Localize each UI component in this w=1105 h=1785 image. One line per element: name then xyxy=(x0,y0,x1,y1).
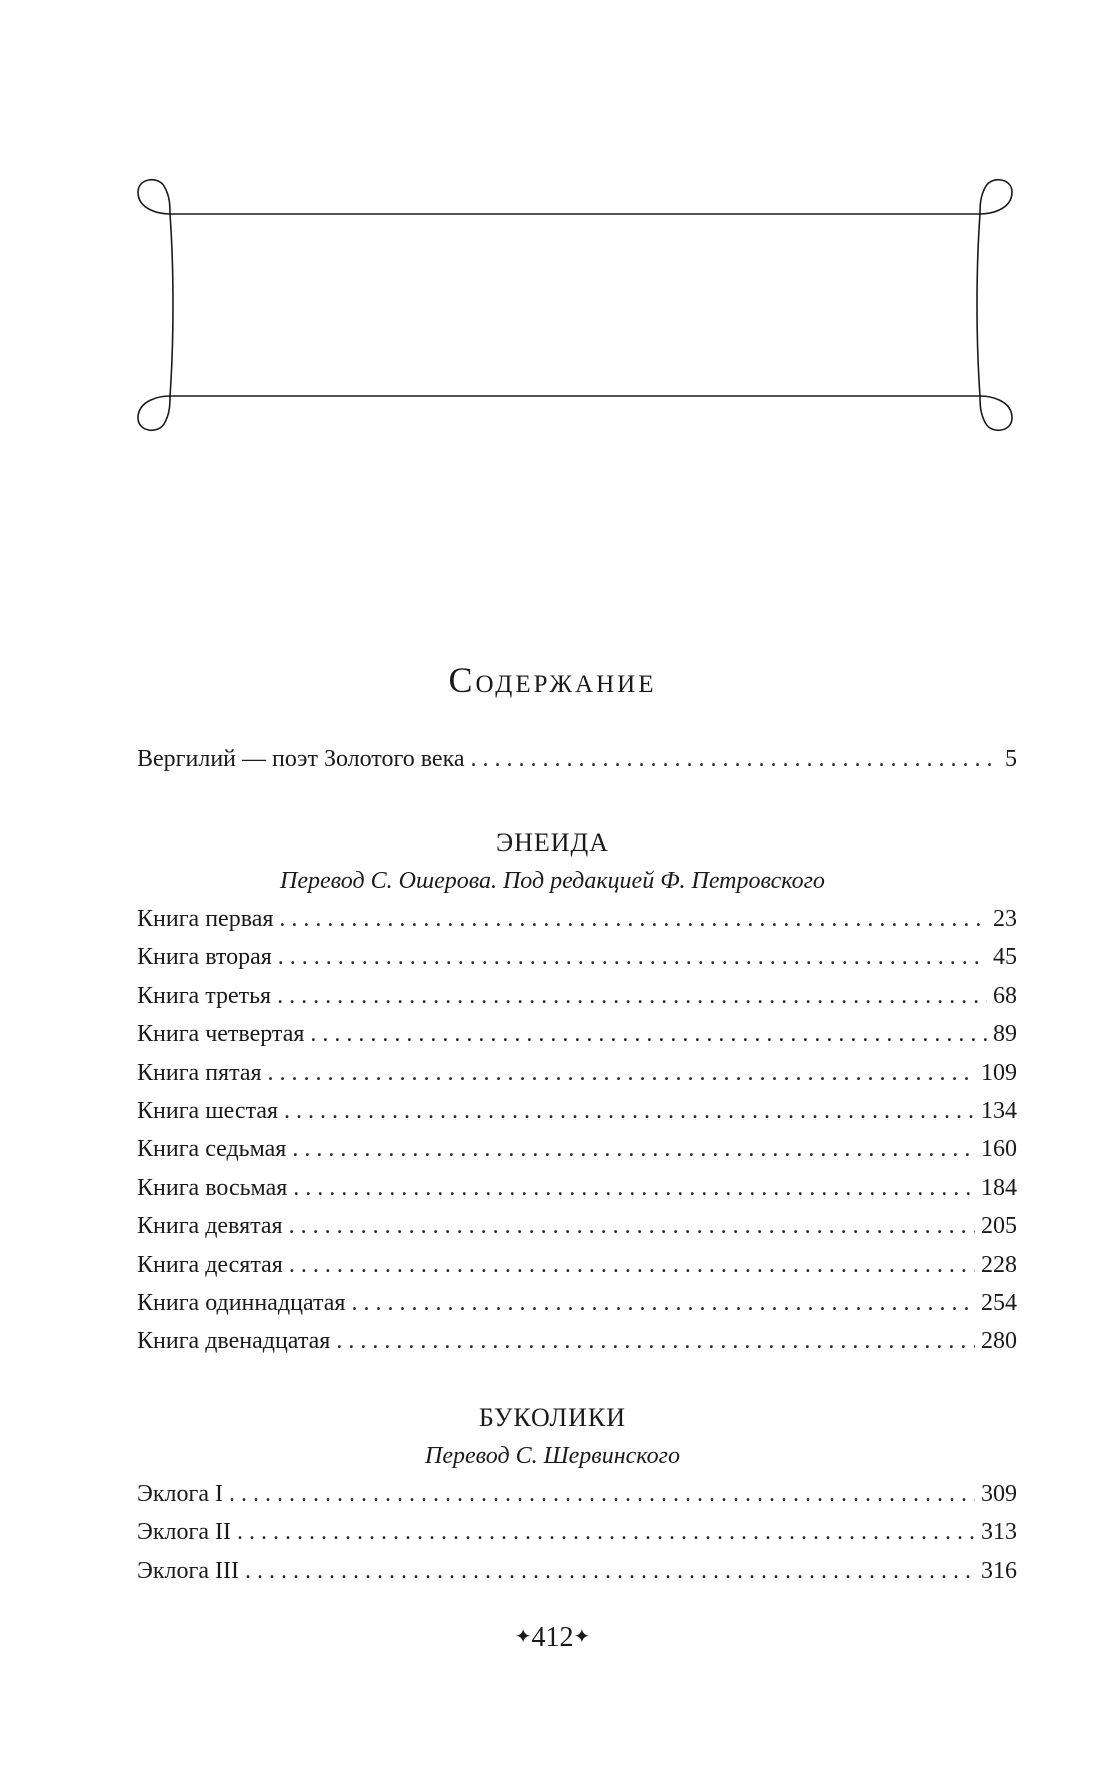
toc-entry-label: Книга третья xyxy=(137,982,272,1009)
toc-row[interactable] xyxy=(137,1284,1017,1322)
dot-leader xyxy=(279,900,987,938)
toc-entry-page: 109 xyxy=(981,1059,1017,1086)
toc-row[interactable] xyxy=(137,1322,1017,1360)
toc-entry-label: Книга одиннадцатая xyxy=(137,1289,346,1316)
toc-row[interactable] xyxy=(137,1015,1017,1053)
toc-entry-label: Эклога III xyxy=(137,1557,239,1584)
dot-leader xyxy=(245,1552,975,1590)
dot-leader xyxy=(277,977,987,1015)
dot-leader xyxy=(289,1207,975,1245)
toc-entry-page: 205 xyxy=(981,1213,1017,1240)
toc-entry-page: 313 xyxy=(981,1519,1017,1546)
toc-entry-page: 228 xyxy=(981,1251,1017,1278)
decorative-frame xyxy=(130,170,1020,440)
dot-leader xyxy=(278,938,987,976)
toc-entry-label: Книга восьмая xyxy=(137,1174,288,1201)
toc-entry-label: Эклога I xyxy=(137,1481,223,1507)
star-ornament-icon: ✦ xyxy=(573,1626,591,1648)
toc-bucolics-list xyxy=(137,1475,1017,1590)
toc-row[interactable] xyxy=(137,1092,1017,1130)
section-subtitle-aeneid: Перевод С. Ошерова. Под редакцией Ф. Петровского xyxy=(280,868,825,894)
toc-entry-page: 134 xyxy=(981,1097,1017,1124)
toc-row[interactable] xyxy=(137,900,1017,938)
toc-entry-page: 309 xyxy=(981,1481,1017,1507)
toc-row[interactable] xyxy=(137,1475,1017,1513)
toc-entry-label: Книга пятая xyxy=(137,1059,262,1086)
toc-entry-label: Вергилий — поэт Золотого века xyxy=(137,746,465,772)
toc-intro xyxy=(137,740,1017,778)
page-number-value: 412 xyxy=(531,1622,574,1653)
toc-entry-page: 160 xyxy=(981,1136,1017,1163)
dot-leader xyxy=(471,740,999,778)
section-heading-aeneid: ЭНЕИДА xyxy=(495,828,610,857)
toc-entry-label: Книга четвертая xyxy=(137,1021,305,1048)
toc-row[interactable] xyxy=(137,1513,1017,1551)
toc-row[interactable] xyxy=(137,1246,1017,1284)
star-ornament-icon: ✦ xyxy=(514,1626,532,1648)
toc-entry-label: Книга шестая xyxy=(137,1097,279,1124)
page-title: Содержание xyxy=(448,660,657,700)
toc-row[interactable] xyxy=(137,1207,1017,1245)
toc-row[interactable] xyxy=(137,1130,1017,1168)
toc-entry-page: 254 xyxy=(981,1289,1017,1316)
dot-leader xyxy=(292,1130,975,1168)
toc-entry-page: 23 xyxy=(993,906,1017,932)
toc-row[interactable] xyxy=(137,1054,1017,1092)
dot-leader xyxy=(284,1092,975,1130)
toc-entry-label: Книга вторая xyxy=(137,944,272,971)
section-subtitle-bucolics: Перевод С. Шервинского xyxy=(425,1443,680,1469)
dot-leader xyxy=(237,1513,975,1551)
toc-entry-page: 45 xyxy=(993,944,1017,971)
toc-entry-label: Книга девятая xyxy=(137,1213,283,1240)
toc-entry-page: 5 xyxy=(1005,746,1017,772)
toc-row[interactable] xyxy=(137,938,1017,976)
toc-entry-page: 184 xyxy=(981,1174,1017,1201)
page-number xyxy=(0,1622,1105,1654)
dot-leader xyxy=(229,1475,975,1513)
section-heading-bucolics: БУКОЛИКИ xyxy=(478,1403,627,1432)
toc-row[interactable] xyxy=(137,740,1017,778)
dot-leader xyxy=(336,1322,975,1360)
toc-row[interactable] xyxy=(137,977,1017,1015)
toc-entry-page: 68 xyxy=(993,982,1017,1009)
toc-entry-page: 280 xyxy=(981,1328,1017,1355)
toc-entry-label: Книга двенадцатая xyxy=(137,1328,331,1355)
dot-leader xyxy=(268,1054,975,1092)
dot-leader xyxy=(351,1284,975,1322)
toc-entry-label: Книга седьмая xyxy=(137,1136,287,1163)
toc-row[interactable] xyxy=(137,1552,1017,1590)
dot-leader xyxy=(289,1246,975,1284)
dot-leader xyxy=(310,1015,987,1053)
dot-leader xyxy=(293,1169,975,1207)
toc-entry-label: Эклога II xyxy=(137,1519,231,1546)
toc-row[interactable] xyxy=(137,1169,1017,1207)
toc-entry-label: Книга первая xyxy=(137,906,274,932)
toc-entry-label: Книга десятая xyxy=(137,1251,283,1278)
toc-entry-page: 89 xyxy=(993,1021,1017,1048)
toc-aeneid-list xyxy=(137,900,1017,1361)
toc-entry-page: 316 xyxy=(981,1557,1017,1584)
